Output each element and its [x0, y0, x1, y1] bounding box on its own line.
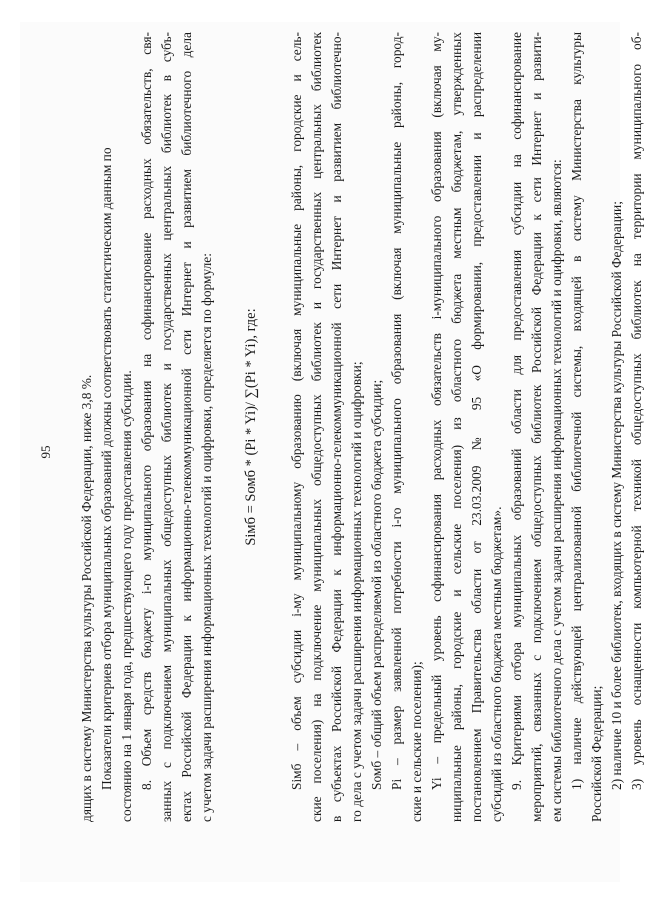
text-line: дящих в систему Министерства культуры Российской Федерации, ниже 3,8 %. [79, 374, 94, 822]
text-line: ниципальные районы, городские и сельские поселения) из областного бюджета местным бюджетам, утвержденных [449, 32, 464, 822]
text-line: занных с подключением муниципальных общедоступных библиотек и государственных центральных библиотек в субъ- [159, 32, 174, 822]
text-line: в субъектах Российской Федерации к информационно-телекоммуникационной сети Интернет и развитием библиотечно- [329, 32, 344, 822]
text-line: ские поселения) на подключение муниципальных общедоступных библиотек и государственных центральных библиотек [309, 32, 324, 822]
text-line: Российской Федерации; [589, 685, 604, 822]
text-line: с учетом задачи расширения информационных технологий и оцифровки, определяется по формуле: [199, 253, 214, 822]
text-line: ектах Российской Федерации к информационно-телекоммуникационной сети Интернет и развитием библиотечного дела [179, 32, 194, 822]
text-line: Yi – предельный уровень софинансирования расходных обязательств i-муниципального образования (включая му- [429, 32, 444, 790]
text-line: состоянию на 1 января года, предшествующего году предоставления субсидии. [119, 370, 134, 822]
text-line: Показатели критериев отбора муниципальных образований должны соответствовать статистическим данным по [99, 147, 114, 790]
formula: Sімб = Sомб * (Pi * Yi)/ ∑(Pi * Yi), где: [243, 308, 259, 546]
text-line: го дела с учетом задачи расширения информационных технологий и оцифровки; [349, 361, 364, 822]
document-page [20, 22, 644, 882]
text-line: 9. Критериями отбора муниципальных образований области для предоставления субсидии на софинансирование [509, 32, 524, 790]
text-line: субсидий из областного бюджета местным бюджетам». [489, 506, 504, 822]
text-line: Sімб – объем субсидии i-му муниципальному образованию (включая муниципальные районы, городские и сель- [289, 32, 304, 790]
list-item: 3) уровень оснащенности компьютерной техникой общедоступных библиотек на территории муниципального об- [629, 32, 644, 790]
page-number: 95 [38, 445, 53, 459]
text-line: Sомб – общий объем распределяемой из областного бюджета субсидии; [369, 379, 384, 790]
text-line: ем системы библиотечного дела с учетом задачи расширения информационных технологий и оцифровки, являются: [549, 159, 564, 822]
text-line: постановлением Правительства области от 23.03.2009 № 95 «О формировании, предоставлении и распределении [469, 32, 484, 822]
text-line: ские и сельские поселения); [409, 661, 424, 822]
list-item: 2) наличие 10 и более библиотек, входящих в систему Министерства культуры Российской Федерации; [609, 201, 624, 790]
text-line: 8. Объем средств бюджету i-го муниципального образования на софинансирование расходных обязательств, свя- [139, 32, 154, 790]
text-line: мероприятий, связанных с подключением общедоступных библиотек Российской Федерации к сети Интернет и развити- [529, 32, 544, 822]
list-item: 1) наличие действующей централизованной библиотечной системы, входящей в систему Министерства культуры [569, 32, 584, 790]
text-line: Pi – размер заявленной потребности i-го муниципального образования (включая муниципальные районы, город- [389, 32, 404, 790]
